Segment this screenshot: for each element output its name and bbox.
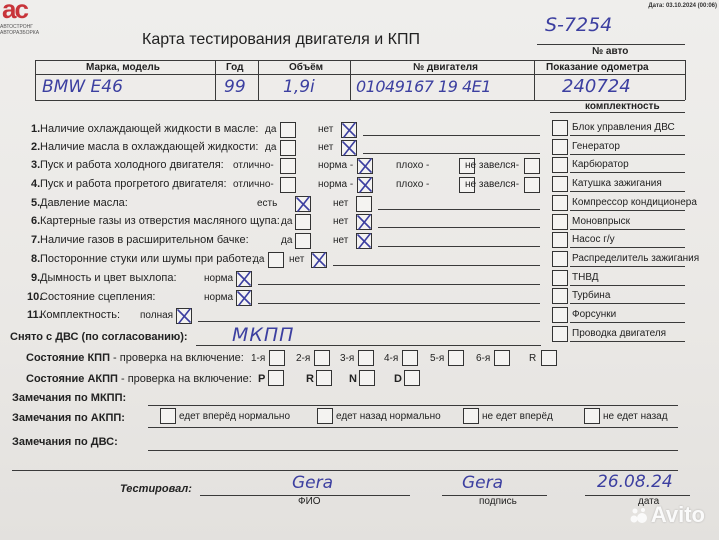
kit-item-label: Карбюратор xyxy=(572,159,629,171)
option-bad-label: плохо - xyxy=(396,179,430,190)
check-label: Состояние сцепления: xyxy=(40,291,156,303)
option-excellent-label: отлично- xyxy=(233,179,274,190)
akpp-gear-checkbox[interactable] xyxy=(268,370,284,386)
check-number: 4. xyxy=(31,178,41,190)
option-yes-label: да xyxy=(253,254,265,265)
option-no-checkbox[interactable] xyxy=(341,140,357,156)
check-number: 7. xyxy=(31,234,41,246)
kit-item-label: Генератор xyxy=(572,140,620,152)
option-yes-checkbox[interactable] xyxy=(280,122,296,138)
option-no-start-checkbox[interactable] xyxy=(524,158,540,174)
kit-checkbox[interactable] xyxy=(552,307,568,323)
option-yes-checkbox[interactable] xyxy=(295,214,311,230)
check-number: 11. xyxy=(27,309,42,321)
kit-item-label: ТНВД xyxy=(572,271,599,283)
kpp-gear-checkbox[interactable] xyxy=(269,350,285,366)
akpp-remark-label: едет вперёд нормально xyxy=(179,411,291,422)
make-model-value: BMW E46 xyxy=(42,77,123,97)
check-mark-icon xyxy=(236,269,252,287)
kpp-gear-checkbox[interactable] xyxy=(358,350,374,366)
akpp-remark-label: едет назад нормально xyxy=(336,411,441,422)
check-mark-icon xyxy=(356,231,372,249)
option-normal-checkbox[interactable] xyxy=(176,308,192,324)
check-number: 8. xyxy=(31,253,41,265)
kit-item-label: Проводка двигателя xyxy=(572,327,667,339)
avito-dots-icon xyxy=(630,504,648,522)
kpp-gear-label: R xyxy=(529,353,537,364)
date-label: дата xyxy=(638,496,660,507)
check-number: 1. xyxy=(31,123,41,135)
option-excellent-label: отлично- xyxy=(233,160,274,171)
col-engine-no: № двигателя xyxy=(413,62,478,73)
option-normal-label: норма xyxy=(204,292,234,303)
kpp-row: Состояние КПП - проверка на включение: xyxy=(26,352,244,364)
check-number: 2. xyxy=(31,141,41,153)
option-no-checkbox[interactable] xyxy=(356,196,372,212)
option-no-checkbox[interactable] xyxy=(311,252,327,268)
signature-label: подпись xyxy=(479,496,517,507)
odometer-value: 240724 xyxy=(562,76,631,97)
kpp-gear-label: 2-я xyxy=(296,353,311,364)
kpp-gear-label: 1-я xyxy=(251,353,266,364)
kit-item-label: Распределитель зажигания xyxy=(572,252,700,264)
check-mark-icon xyxy=(357,175,373,193)
akpp-remark-checkbox[interactable] xyxy=(160,408,176,424)
check-label: Посторонние стуки или шумы при работе: xyxy=(40,253,255,265)
engine-no-value: 01049167 19 4E1 xyxy=(356,77,491,96)
kpp-gear-label: 5-я xyxy=(430,353,445,364)
check-number: 10. xyxy=(27,291,43,303)
removed-value: МКПП xyxy=(232,324,295,346)
check-mark-icon xyxy=(295,194,311,212)
option-bad-label: плохо - xyxy=(396,160,430,171)
option-yes-label: да xyxy=(281,235,293,246)
fio-label: ФИО xyxy=(298,496,321,507)
option-normal-label: норма xyxy=(204,273,234,284)
kpp-gear-checkbox[interactable] xyxy=(314,350,330,366)
option-normal-checkbox[interactable] xyxy=(357,177,373,193)
col-volume: Объём xyxy=(289,62,324,73)
kit-item-label: Компрессор кондиционера xyxy=(572,196,697,208)
akpp-row: Состояние АКПП - проверка на включение: xyxy=(26,373,252,385)
check-mark-icon xyxy=(176,306,192,324)
akpp-gear-label: D xyxy=(394,373,402,385)
kit-checkbox[interactable] xyxy=(552,232,568,248)
kpp-gear-checkbox[interactable] xyxy=(494,350,510,366)
tested-label: Тестировал: xyxy=(120,483,192,495)
avito-watermark: Avito xyxy=(630,502,705,528)
option-normal-label: норма - xyxy=(318,179,354,190)
akpp-remark-checkbox[interactable] xyxy=(463,408,479,424)
check-label: Наличие газов в расширительном бачке: xyxy=(40,234,249,246)
akpp-gear-label: P xyxy=(258,373,266,385)
fio-value: Gera xyxy=(292,473,334,493)
check-label: Дымность и цвет выхлопа: xyxy=(40,272,177,284)
kpp-gear-label: 4-я xyxy=(384,353,399,364)
option-normal-checkbox[interactable] xyxy=(236,271,252,287)
option-no-label: нет xyxy=(333,216,349,227)
removed-label: Снято с ДВС (по согласованию): xyxy=(10,331,188,343)
akpp-remark-checkbox[interactable] xyxy=(584,408,600,424)
akpp-gear-label: N xyxy=(349,373,357,385)
option-no-label: нет xyxy=(318,124,334,135)
option-yes-label: есть xyxy=(257,198,278,209)
option-no-checkbox[interactable] xyxy=(356,233,372,249)
col-make-model: Марка, модель xyxy=(86,62,160,73)
check-mark-icon xyxy=(341,138,357,156)
remarks-mkpp-label: Замечания по МКПП: xyxy=(12,392,127,404)
col-odometer: Показание одометра xyxy=(546,62,649,73)
kit-item-label: Насос г/у xyxy=(572,234,615,246)
kit-checkbox[interactable] xyxy=(552,270,568,286)
signature-value: Gera xyxy=(462,473,504,493)
check-label: Комплектность: xyxy=(40,309,121,321)
akpp-remark-label: не едет назад xyxy=(603,411,668,422)
kit-item-label: Блок управления ДВС xyxy=(572,122,675,133)
option-no-checkbox[interactable] xyxy=(356,214,372,230)
option-yes-checkbox[interactable] xyxy=(295,233,311,249)
kit-checkbox[interactable] xyxy=(552,288,568,304)
kit-item-label: Катушка зажигания xyxy=(572,178,662,190)
kit-checkbox[interactable] xyxy=(552,157,568,173)
check-label: Наличие охлаждающей жидкости в масле: xyxy=(40,123,259,135)
kit-checkbox[interactable] xyxy=(552,326,568,342)
option-no-label: нет xyxy=(333,235,349,246)
date-stamp: Дата: 03.10.2024 (00:06) xyxy=(648,3,717,9)
kpp-gear-label: 3-я xyxy=(340,353,355,364)
kit-checkbox[interactable] xyxy=(552,120,568,136)
auto-number-value: S-7254 xyxy=(545,14,613,36)
kit-checkbox[interactable] xyxy=(552,139,568,155)
check-label: Наличие масла в охлаждающей жидкости: xyxy=(40,141,259,153)
kit-item-label: Турбина xyxy=(572,290,611,302)
option-no-label: нет xyxy=(289,254,305,265)
kit-checkbox[interactable] xyxy=(552,251,568,267)
logo-line-1: АВТОСТРОНГ xyxy=(0,24,33,30)
check-number: 5. xyxy=(31,197,41,209)
akpp-gear-checkbox[interactable] xyxy=(404,370,420,386)
option-normal-checkbox[interactable] xyxy=(357,158,373,174)
option-normal-label: полная xyxy=(140,310,174,321)
autostrong-logo xyxy=(0,0,60,42)
check-number: 9. xyxy=(31,272,41,284)
akpp-remark-checkbox[interactable] xyxy=(317,408,333,424)
remarks-dvs-label: Замечания по ДВС: xyxy=(12,436,118,448)
check-mark-icon xyxy=(356,212,372,230)
option-no-start-label: не завелся- xyxy=(465,160,520,171)
remarks-akpp-label: Замечания по АКПП: xyxy=(12,412,125,424)
auto-number-label: № авто xyxy=(592,46,629,57)
check-mark-icon xyxy=(357,156,373,174)
logo-line-2: АВТОРАЗБОРКА xyxy=(0,30,40,36)
option-no-start-label: не завелся- xyxy=(465,179,520,190)
option-normal-checkbox[interactable] xyxy=(236,290,252,306)
option-no-label: нет xyxy=(333,198,349,209)
akpp-gear-checkbox[interactable] xyxy=(316,370,332,386)
option-yes-label: да xyxy=(265,142,277,153)
option-no-start-checkbox[interactable] xyxy=(524,177,540,193)
option-no-checkbox[interactable] xyxy=(341,122,357,138)
option-normal-label: норма - xyxy=(318,160,354,171)
option-yes-checkbox[interactable] xyxy=(268,252,284,268)
kpp-gear-label: 6-я xyxy=(476,353,491,364)
kpp-gear-checkbox[interactable] xyxy=(402,350,418,366)
year-value: 99 xyxy=(224,77,246,97)
col-year: Год xyxy=(226,62,244,73)
option-yes-label: да xyxy=(281,216,293,227)
check-label: Пуск и работа прогретого двигателя: xyxy=(40,178,227,190)
check-mark-icon xyxy=(311,250,327,268)
volume-value: 1,9i xyxy=(283,77,315,97)
kit-item-label: Моновпрыск xyxy=(572,215,630,227)
akpp-gear-label: R xyxy=(306,373,314,385)
option-yes-checkbox[interactable] xyxy=(295,196,311,212)
check-label: Пуск и работа холодного двигателя: xyxy=(40,159,224,171)
date-value: 26.08.24 xyxy=(597,472,673,492)
kpp-gear-checkbox[interactable] xyxy=(448,350,464,366)
kit-item-label: Форсунки xyxy=(572,309,617,320)
check-mark-icon xyxy=(236,288,252,306)
kit-checkbox[interactable] xyxy=(552,214,568,230)
option-yes-label: да xyxy=(265,124,277,135)
card-title: Карта тестирования двигателя и КПП xyxy=(142,31,420,48)
check-label: Картерные газы из отверстия масляного щупа: xyxy=(40,215,280,227)
check-number: 6. xyxy=(31,215,41,227)
kit-header: комплектность xyxy=(585,101,660,112)
logo-mark: ac xyxy=(2,0,27,24)
check-number: 3. xyxy=(31,159,41,171)
option-no-label: нет xyxy=(318,142,334,153)
check-mark-icon xyxy=(341,120,357,138)
kit-checkbox[interactable] xyxy=(552,176,568,192)
check-label: Давление масла: xyxy=(40,197,128,209)
option-excellent-checkbox[interactable] xyxy=(280,158,296,174)
kpp-gear-checkbox[interactable] xyxy=(541,350,557,366)
kit-checkbox[interactable] xyxy=(552,195,568,211)
option-excellent-checkbox[interactable] xyxy=(280,177,296,193)
akpp-remark-label: не едет вперёд xyxy=(482,411,553,422)
option-yes-checkbox[interactable] xyxy=(280,140,296,156)
akpp-gear-checkbox[interactable] xyxy=(359,370,375,386)
